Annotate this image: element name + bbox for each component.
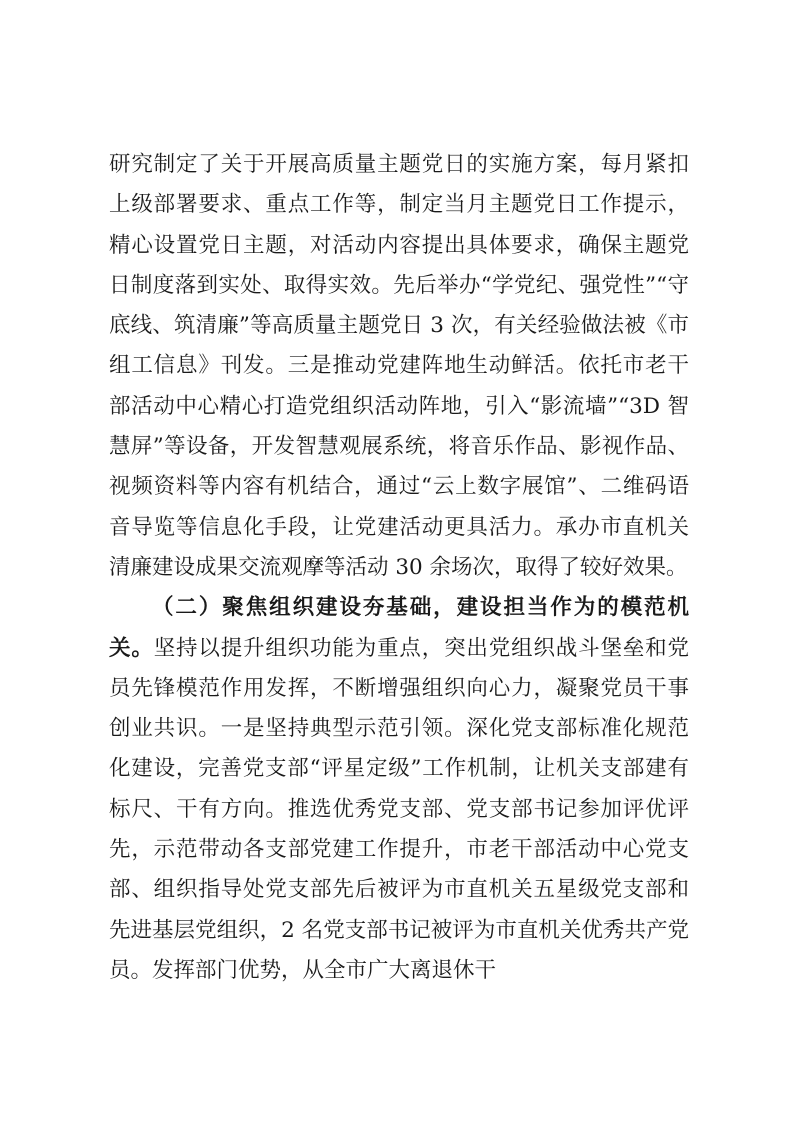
paragraph-section-two [109, 588, 689, 991]
document-body [109, 145, 689, 991]
paragraph-continuation [109, 145, 689, 588]
section-heading: （二）聚焦组织建设夯基础，建设担当作为的模范机关。 [109, 595, 689, 661]
paragraph-1-text: 研究制定了关于开展高质量主题党日的实施方案，每月紧扣上级部署要求、重点工作等，制定当月主题党日工作提示，精心设置党日主题，对活动内容提出具体要求，确保主题党日制度落到实处、取得实效。先后举办“学党纪、强党性”“守底线、筑清廉”等高质量主题党日 3 次，有关经验做法被《市组工信息》刊发。三是推动党建阵地生动鲜活。依托市老干部活动中心精心打造党组织活动阵地，引入“影流墙”“3D 智慧屏”等设备，开发智慧观展系统，将音乐作品、影视作品、视频资料等内容有机结合，通过“云上数字展馆”、二维码语音导览等信息化手段，让党建活动更具活力。承办市直机关清廉建设成果交流观摩等活动 30 余场次，取得了较好效果。 [109, 152, 689, 580]
paragraph-2-text: 坚持以提升组织功能为重点，突出党组织战斗堡垒和党员先锋模范作用发挥，不断增强组织向心力，凝聚党员干事创业共识。一是坚持典型示范引领。深化党支部标准化规范化建设，完善党支部“评星定级”工作机制，让机关支部建有标尺、干有方向。推选优秀党支部、党支部书记参加评优评先，示范带动各支部党建工作提升，市老干部活动中心党支部、组织指导处党支部先后被评为市直机关五星级党支部和先进基层党组织，2 名党支部书记被评为市直机关优秀共产党员。发挥部门优势，从全市广大离退休干 [109, 635, 689, 983]
